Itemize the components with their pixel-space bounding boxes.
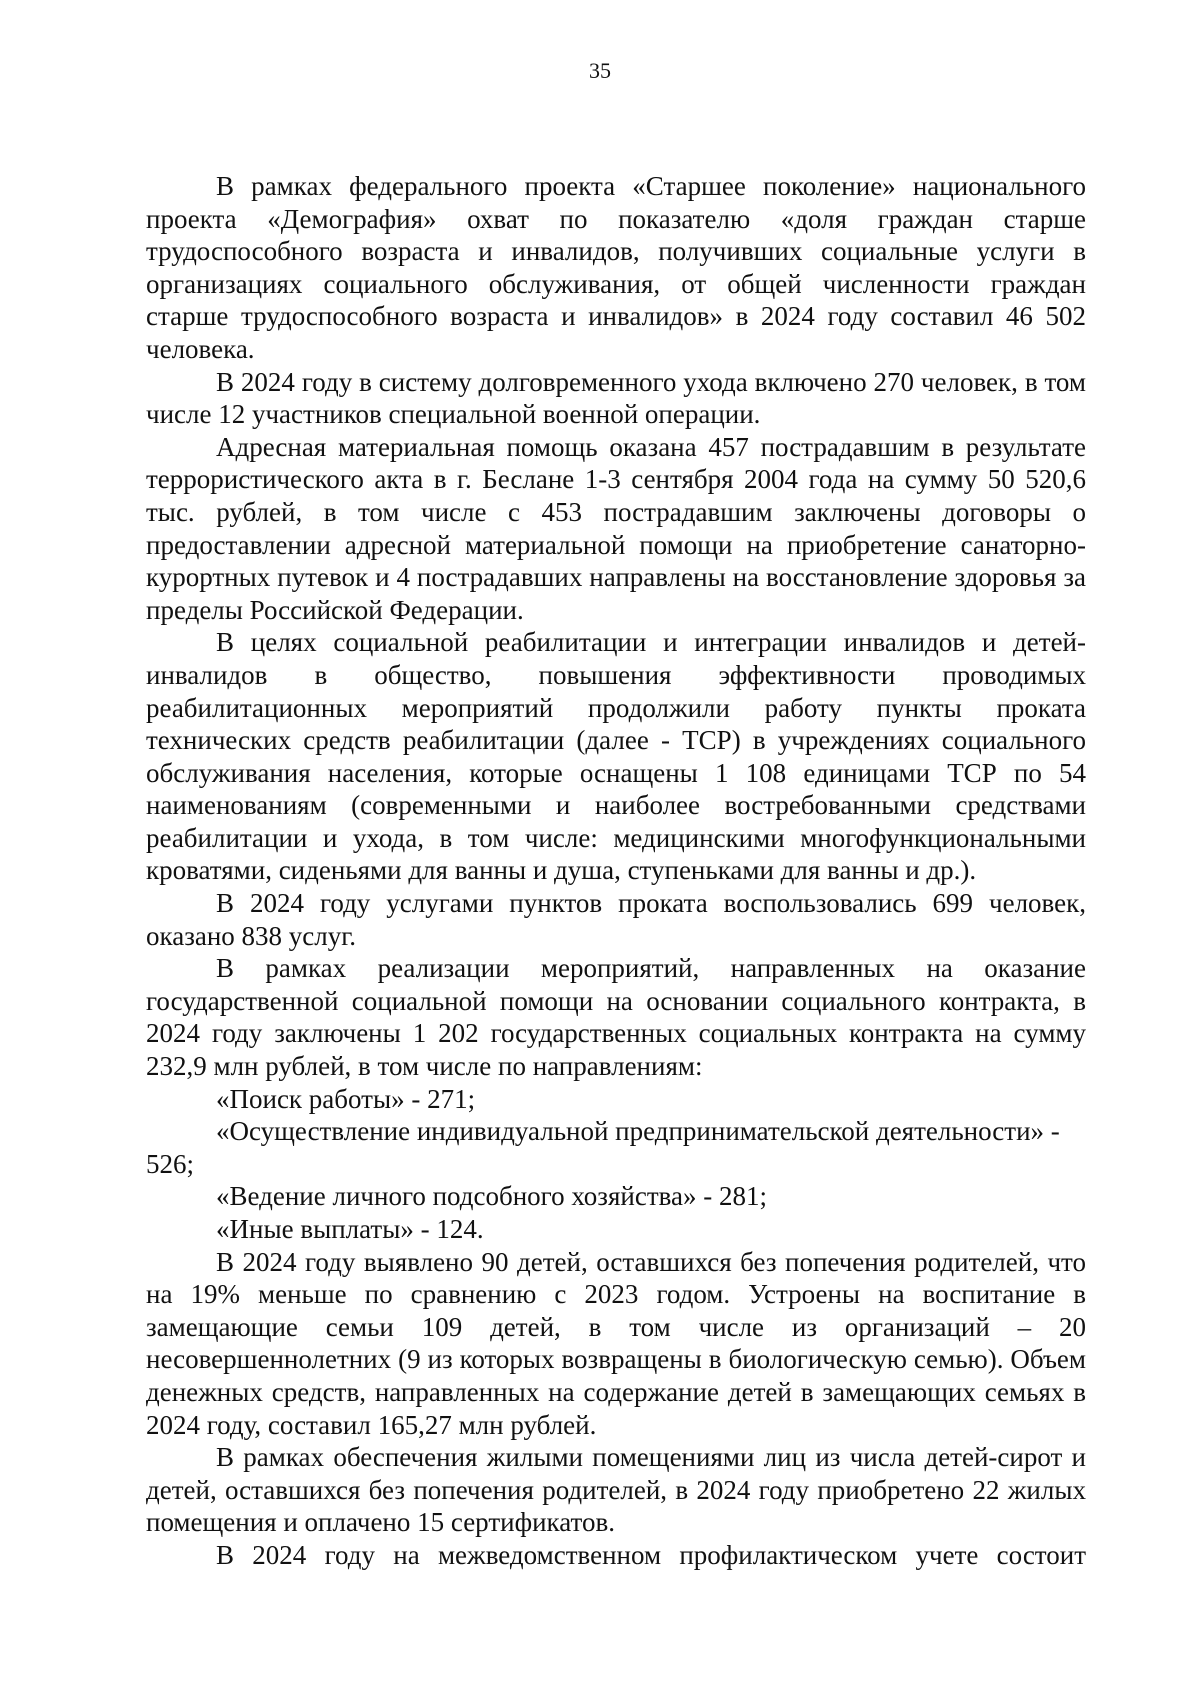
paragraph-long-term-care: В 2024 году в систему долговременного ухода включено 270 человек, в том числе 12 участников специальной военной операции.: [146, 366, 1086, 430]
document-body: [146, 170, 1086, 1572]
paragraph-housing: В рамках обеспечения жилыми помещениями лиц из числа детей-сирот и детей, оставшихся без попечения родителей, в 2024 году приобретено 22 жилых помещения и оплачено 15 сертификатов.: [146, 1442, 1086, 1538]
paragraph-beslan-aid: Адресная материальная помощь оказана 457 пострадавшим в результате террористического акта в г. Беслане 1-3 сентября 2004 года на сумму 50 520,6 тыс. рублей, в том числе с 453 пострадавшим заключены договоры о предоставлении адресной материальной помощи на приобретение санаторно-курортных путевок и 4 пострадавших направлены на восстановление здоровья за пределы Российской Федерации.: [146, 431, 1086, 625]
paragraph-social-contracts: В рамках реализации мероприятий, направленных на оказание государственной социальной помощи на основании социального контракта, в 2024 году заключены 1 202 государственных социальных контракта на сумму 232,9 млн рублей, в том числе по направлениям:: [146, 953, 1086, 1082]
page-number: 35: [589, 58, 611, 83]
list-item-job-search: «Поиск работы» - 271;: [216, 1083, 476, 1114]
paragraph-prevention-register: В 2024 году на межведомственном профилактическом учете состоит: [216, 1539, 1086, 1570]
paragraph-rental-usage: В 2024 году услугами пунктов проката воспользовались 699 человек, оказано 838 услуг.: [146, 888, 1086, 951]
paragraph-orphans: В 2024 году выявлено 90 детей, оставшихся без попечения родителей, что на 19% меньше по сравнению с 2023 годом. Устроены на воспитание в замещающие семьи 109 детей, в том числе из организаций – 20 несовершеннолетних (9 из которых возвращены в биологическую семью). Объем денежных средств, направленных на содержание детей в замещающих семьях в 2024 году, составил 165,27 млн рублей.: [146, 1246, 1086, 1440]
list-item-entrepreneurship: «Осуществление индивидуальной предпринимательской деятельности» - 526;: [146, 1116, 1060, 1179]
paragraph-older-generation: В рамках федерального проекта «Старшее поколение» национального проекта «Демография» охват по показателю «доля граждан старше трудоспособного возраста и инвалидов, получивших социальные услуги в организациях социального обслуживания, от общей численности граждан старше трудоспособного возраста и инвалидов» в 2024 году составил 46 502 человека.: [146, 171, 1086, 364]
list-item-other-payments: «Иные выплаты» - 124.: [216, 1214, 484, 1244]
list-item-household: «Ведение личного подсобного хозяйства» - 281;: [216, 1181, 767, 1212]
paragraph-rehabilitation-rental: В целях социальной реабилитации и интеграции инвалидов и детей-инвалидов в общество, повышения эффективности проводимых реабилитационных мероприятий продолжили работу пункты проката технических средств реабилитации (далее - ТСР) в учреждениях социального обслуживания населения, которые оснащены 1 108 единицами ТСР по 54 наименованиям (современными и наиболее востребованными средствами реабилитации и ухода, в том числе: медицинскими многофункциональными кроватями, сиденьями для ванны и душа, ступеньками для ванны и др.).: [146, 627, 1086, 886]
